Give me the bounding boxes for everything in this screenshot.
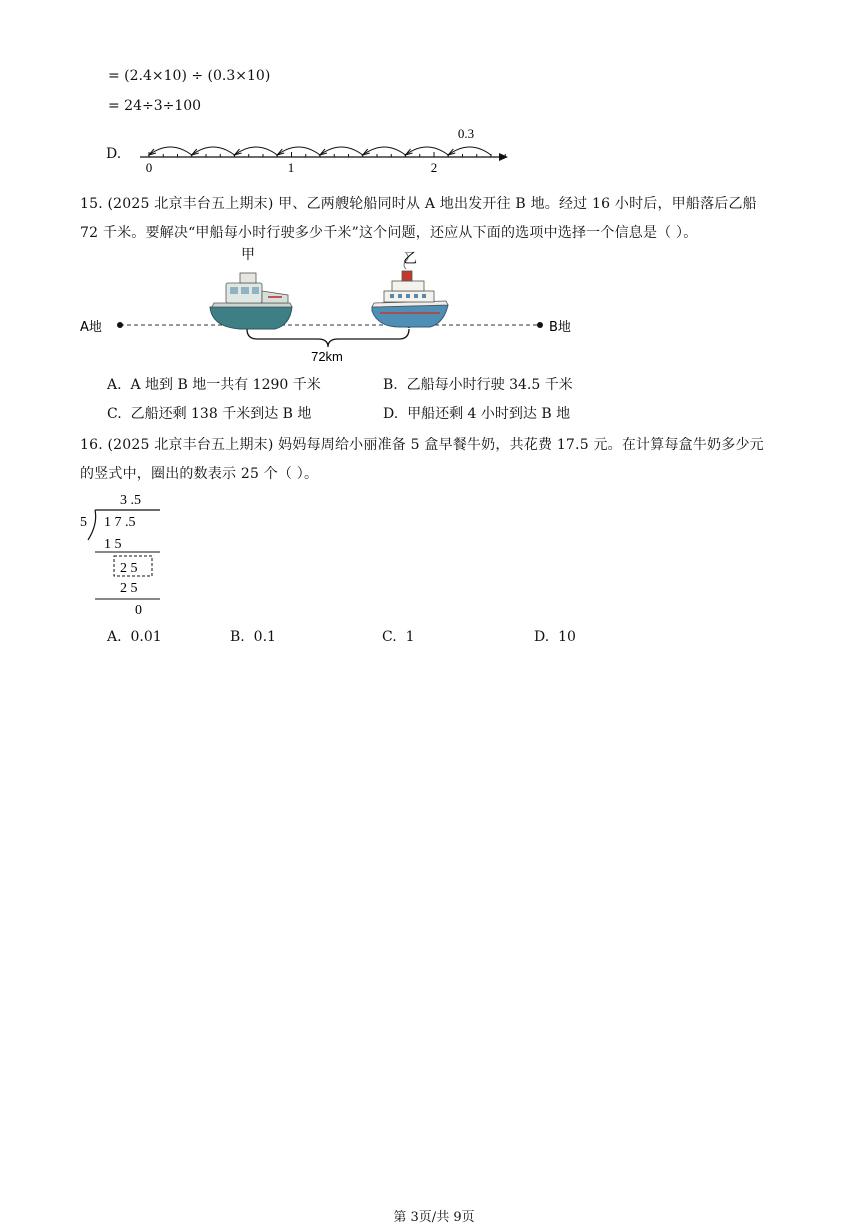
- ship-a-label: 甲: [241, 247, 255, 263]
- distance-label: 72km: [311, 349, 343, 364]
- number-line-jump-arrowhead: [149, 149, 156, 155]
- distance-brace: [247, 329, 409, 347]
- tick-label-0: 0: [145, 160, 153, 175]
- q16-stem-line-2: 的竖式中，圈出的数表示 25 个（ ）。: [80, 466, 319, 482]
- option-text: 乙船还剩 138 千米到达 B 地: [130, 406, 312, 422]
- number-line-jump-arc: [277, 147, 320, 155]
- q16-option-b[interactable]: [230, 629, 276, 645]
- start-label: A地: [80, 320, 102, 335]
- option-letter: B.: [230, 629, 245, 645]
- number-line-figure: [0, 0, 868, 180]
- division-dividend: 1 7 .5: [104, 515, 136, 530]
- option-letter: C.: [382, 629, 397, 645]
- number-line-jumps: [149, 147, 491, 155]
- number-line-jump-arrowhead: [192, 149, 199, 155]
- option-letter: D.: [383, 406, 399, 422]
- q15-stem-line-1: 15. (2025 北京丰台五上期末) 甲、乙两艘轮船同时从 A 地出发开往 B 地。经过 16 小时后，甲船落后乙船: [80, 196, 757, 212]
- option-letter: D.: [534, 629, 550, 645]
- option-text: 0.01: [130, 629, 162, 645]
- point-a: [117, 322, 123, 328]
- number-line-jump-arrowhead: [277, 149, 284, 155]
- division-quotient: 3 .5: [120, 493, 141, 508]
- q16-stem-line-1: 16. (2025 北京丰台五上期末) 妈妈每周给小丽准备 5 盒早餐牛奶，共花费 17.5 元。在计算每盒牛奶多少元: [80, 437, 764, 453]
- number-line-jump-arrowhead: [320, 149, 327, 155]
- division-step-2-boxed: 2 5: [120, 561, 138, 576]
- division-step-1: 1 5: [104, 537, 122, 552]
- option-letter: A.: [107, 377, 122, 393]
- option-text: A 地到 B 地一共有 1290 千米: [130, 377, 321, 393]
- tick-label-2: 2: [430, 160, 438, 175]
- number-line-jump-arrowhead: [235, 149, 242, 155]
- division-bracket: [88, 510, 96, 540]
- ship-b-label: 乙: [403, 251, 417, 267]
- number-line-jump-arc: [192, 147, 235, 155]
- calc-line-1: = (2.4×10) ÷ (0.3×10): [108, 68, 271, 84]
- page-footer: 第 3页/共 9页: [393, 1210, 475, 1225]
- q15-option-d[interactable]: [383, 403, 570, 423]
- option-text: 1: [405, 629, 415, 645]
- number-line-jump-arc: [363, 147, 406, 155]
- q15-option-a[interactable]: [107, 374, 321, 394]
- q15-stem-line-2: 72 千米。要解决“甲船每小时行驶多少千米”这个问题，还应从下面的选项中选择一个信息是（ ）。: [80, 225, 698, 241]
- number-line-jump-arc: [320, 147, 363, 155]
- q16-option-d[interactable]: [534, 629, 576, 645]
- number-line-jump-arc: [406, 147, 449, 155]
- ships-figure: [0, 245, 868, 375]
- q15-option-c[interactable]: [107, 403, 311, 423]
- option-text: 乙船每小时行驶 34.5 千米: [406, 377, 573, 393]
- q16-option-c[interactable]: [382, 629, 415, 645]
- division-step-3: 2 5: [120, 581, 138, 596]
- number-line-jump-arrowhead: [448, 149, 455, 155]
- option-d-label: D.: [106, 146, 122, 162]
- number-line-jump-arrowhead: [406, 149, 413, 155]
- step-label: 0.3: [457, 126, 475, 141]
- option-letter: C.: [107, 406, 122, 422]
- q16-option-a[interactable]: [107, 629, 162, 645]
- point-b: [537, 322, 543, 328]
- end-label: B地: [549, 320, 571, 335]
- number-line-arrow: [499, 153, 508, 161]
- option-text: 甲船还剩 4 小时到达 B 地: [407, 406, 571, 422]
- calc-line-2: = 24÷3÷100: [108, 98, 202, 114]
- tick-label-1: 1: [287, 160, 295, 175]
- long-division-figure: [0, 488, 868, 618]
- number-line-jump-arrowhead: [363, 149, 370, 155]
- option-letter: B.: [383, 377, 398, 393]
- number-line-jump-arc: [448, 147, 491, 155]
- ship-a-icon: [210, 273, 292, 329]
- number-line-jump-arc: [149, 147, 192, 155]
- option-letter: A.: [107, 629, 122, 645]
- q15-option-b[interactable]: [383, 374, 573, 394]
- option-text: 10: [558, 629, 576, 645]
- option-text: 0.1: [253, 629, 276, 645]
- division-divisor: 5: [80, 515, 87, 530]
- division-remainder: 0: [135, 603, 142, 618]
- number-line-jump-arc: [235, 147, 278, 155]
